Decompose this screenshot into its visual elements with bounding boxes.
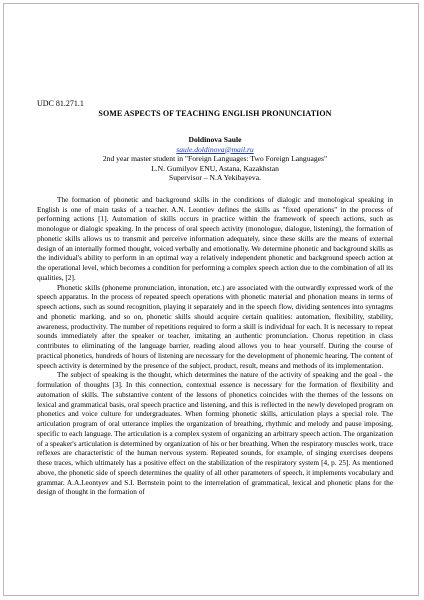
author-name: Doldinova Saule — [188, 135, 242, 144]
body-paragraph-3: The subject of speaking is the thought, which determines the nature of the activity of speaking and the goal - the formulation of thoughts [3]. In this connection, contextual essence is necessary for the formation of flexibility and automation of skills. The substantive content of the lessons of phonetics coincides with the themes of the lessons on lexical and grammatical basis, oral speech practice and listening, and this is reflected in the newly developed program on phonetics and voice culture for undergraduates. When forming phonetic skills, articulation plays a special role. The articulation program of oral utterance implies the organization of breathing, rhythmic and melody and pause imposing, specific to each language. The articulation is a complex system of organizing an arbitrary speech action. The organization of a speaker's articulation is determined by organization of his or her breathing. When the respiratory muscles work, trace reflexes are characteristic of the human nervous system. Repeated sounds, for example, of singing exercises deepens these traces, which ultimately has a positive effect on the stabilization of the respiratory system [4, p. 25]. As mentioned above, the phonetic side of speech determines the quality of all other parameters of speech, it implements vocabulary and grammar. A.A.Leontyev and S.I. Bernstein point to the interrelation of grammatical, lexical and phonetic plans for the design of thought in the formation of — [37, 370, 393, 497]
author-block — [37, 135, 393, 183]
page-content — [37, 99, 393, 497]
body-text — [37, 195, 393, 497]
author-email-line — [37, 145, 393, 155]
body-paragraph-2: Phonetic skills (phoneme pronunciation, intonation, etc.) are associated with the outwardly expressed work of the speech apparatus. In the process of repeated speech operations with phonetic material and phonation means in terms of speech actions, such as sound recognition, playing it separately and in the speech flow, dividing sentences into syntagms and phonetic marking, and so on, phonetic skills should acquire certain qualities: automation, flexibility, stability, awareness, productivity. The number of repetitions required to form a skill is individual for each. It is necessary to repeat sounds immediately after the speaker or teacher, imitating an authentic pronunciation. Chorus repetition in class contributes to eliminating of the language barrier, reading aloud allows you to hear yourself. During the course of practical phonetics, hundreds of hours of listening are necessary for the development of phonemic hearing. The content of speech activity is determined by the presence of the subject, product, result, means and methods of its implementation. — [37, 282, 393, 370]
paper-title: SOME ASPECTS OF TEACHING ENGLISH PRONUNCIATION — [98, 109, 332, 118]
body-paragraph-1: The formation of phonetic and background skills in the conditions of dialogic and monological speaking in English is one of main tasks of a teacher. A.N. Leontiev defines the skills as "fixed operations" in the process of performing actions [1]. Automation of skills occurs in practice within the framework of speech actions, such as monologue or dialogic speaking. In the process of oral speech activity (monologue, dialogue, listening), the formation of phonetic skills allows us to transmit and perceive information adequately, since these skills are the means of external design of an internally formed thought, voiced verbally and emotionally. We determine phonetic and background skills as the individual's ability to perform in an optimal way a relatively independent phonetic and background speech action at the operational level, which becomes a condition for performing a complex speech action due to the combination of all its qualities, [2]. — [37, 194, 393, 282]
author-position: 2nd year master student in "Foreign Languages: Two Foreign Languages" — [102, 154, 328, 164]
author-supervisor: Supervisor – N.A Yekibayeva. — [169, 173, 261, 183]
document-page — [3, 3, 419, 596]
author-email-link[interactable]: saule.doldinova@mail.ru — [176, 144, 254, 154]
author-institution: L.N. Gumilyov ENU, Astana, Kazakhstan — [151, 163, 279, 173]
udc-code: UDC 81.271.1 — [37, 99, 84, 108]
